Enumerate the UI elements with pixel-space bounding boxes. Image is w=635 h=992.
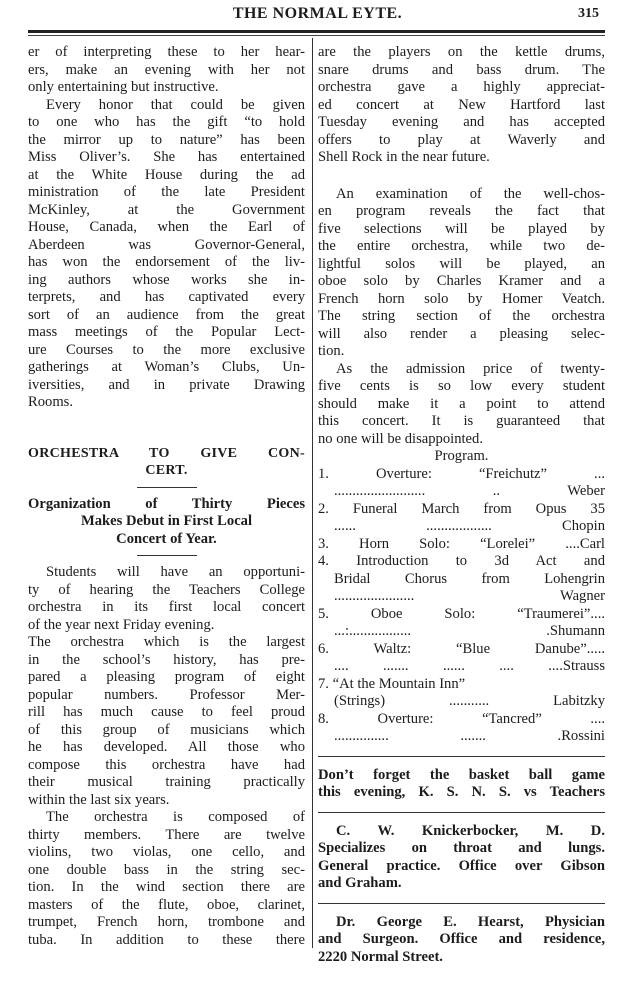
paragraph: [318, 44, 605, 167]
text-line: compose this orchestra have had: [28, 756, 305, 773]
text-line: oboe solo by Charles Kramer and a: [318, 273, 605, 289]
text-line: trumpet, French horn, trombone and: [28, 914, 305, 930]
text-line: to one who has the gift “to hold: [28, 114, 305, 130]
text-line: this concert. It is guaranteed that: [318, 413, 605, 429]
text-line: Makes Debut in First Local: [80, 513, 253, 529]
text-line: ers, make an evening with her not: [28, 61, 305, 78]
program-title: [318, 448, 605, 466]
paragraph: [28, 809, 305, 949]
text-line: has won the endorsement of the liv-: [28, 254, 305, 270]
paragraph: [318, 361, 605, 449]
text-line: tion.: [318, 343, 345, 359]
text-line: are the players on the kettle drums,: [318, 44, 605, 60]
text-line: 7. “At the Mountain Inn”: [318, 675, 466, 692]
text-line: ...:................. .Shumann: [334, 623, 605, 639]
text-line: rill has much cause to feel proud: [28, 704, 305, 720]
text-line: 3. Horn Solo: “Lorelei” ....Carl: [318, 535, 605, 552]
text-line: pared a pleasing program of eight: [28, 669, 305, 685]
text-line: C. W. Knickerbocker, M. D.: [336, 822, 605, 839]
text-line: French horn solo by Homer Veatch.: [318, 290, 605, 307]
text-line: orchestra gave a highly appreciat-: [318, 79, 605, 95]
text-line: this evening, K. S. N. S. vs Teachers: [318, 784, 605, 800]
text-line: McKinley, at the Government: [28, 201, 305, 218]
text-line: gatherings at Woman’s Clubs, Un-: [28, 359, 305, 375]
headline: [28, 445, 305, 480]
text-line: Specializes on throat and lungs.: [318, 840, 605, 856]
text-line: Organization of Thirty Pieces: [28, 495, 305, 512]
text-line: ...... .................. Chopin: [334, 518, 605, 534]
text-line: Bridal Chorus from Lohengrin: [334, 570, 605, 587]
text-line: popular numbers. Professor Mer-: [28, 686, 305, 703]
text-line: one double bass in the string sec-: [28, 861, 305, 878]
text-line: he has developed. All those who: [28, 739, 305, 755]
text-line: five cents is so low every student: [318, 378, 605, 394]
text-line: Every honor that could be given: [46, 96, 305, 113]
right-column: [318, 44, 605, 966]
text-line: thirty members. There are twelve: [28, 826, 305, 843]
text-line: Concert of Year.: [116, 530, 217, 547]
text-line: and Graham.: [318, 875, 402, 891]
header-rule: [28, 30, 605, 33]
text-line: 2220 Normal Street.: [318, 948, 443, 965]
text-line: lightful solos will be played, an: [318, 255, 605, 272]
text-line: mass meetings of the Popular Lect-: [28, 324, 305, 340]
subhead: [28, 496, 305, 549]
text-line: tion. In the wind section there are: [28, 879, 305, 895]
text-line: ed concert at New Hartford last: [318, 96, 605, 113]
text-line: masters of the flute, oboe, clarinet,: [28, 896, 305, 913]
text-line: of this group of musicians which: [28, 721, 305, 738]
paragraph: [28, 564, 305, 634]
section-rule: [318, 812, 605, 813]
ad: [318, 914, 605, 967]
text-line: their musical training practically: [28, 774, 305, 790]
text-line: and Surgeon. Office and residence,: [318, 931, 605, 947]
text-line: Miss Oliver’s. She has entertained: [28, 149, 305, 165]
text-line: The orchestra which is the largest: [28, 634, 305, 650]
paragraph: [28, 634, 305, 809]
text-line: (Strings) ........... Labitzky: [334, 693, 605, 709]
text-line: 4. Introduction to 3d Act and: [318, 553, 605, 569]
text-line: ing authors whose works she in-: [28, 271, 305, 288]
text-line: 8. Overture: “Tancred” ....: [318, 710, 605, 727]
text-line: Aberdeen was Governor-General,: [28, 236, 305, 253]
text-line: the mirror up to nature” has been: [28, 131, 305, 148]
text-line: snare drums and bass drum. The: [318, 61, 605, 78]
section-rule: [318, 756, 605, 757]
text-line: General practice. Office over Gibson: [318, 857, 605, 874]
text-line: 2. Funeral March from Opus 35: [318, 500, 605, 517]
text-line: terprets, and has captivated every: [28, 289, 305, 305]
program: [318, 466, 605, 746]
text-line: the entire orchestra, while two de-: [318, 238, 605, 254]
text-line: As the admission price of twenty-: [336, 360, 605, 377]
text-line: 6. Waltz: “Blue Danube”.....: [318, 640, 605, 657]
text-line: The string section of the orchestra: [318, 308, 605, 324]
text-line: tuba. In addition to these there: [28, 931, 305, 948]
left-column: [28, 44, 305, 949]
text-line: .... ....... ...... .... ....Strauss: [334, 658, 605, 674]
text-line: House, Canada, when the Earl of: [28, 219, 305, 235]
paragraph: [28, 97, 305, 412]
text-line: ORCHESTRA TO GIVE CON-: [28, 445, 305, 461]
paragraph: [28, 44, 305, 97]
text-line: at the White House during the ad: [28, 166, 305, 183]
text-line: er of interpreting these to her hear-: [28, 44, 305, 60]
text-line: 1. Overture: “Freichutz” ...: [318, 465, 605, 482]
text-line: ministration of the late President: [28, 184, 305, 200]
text-line: 5. Oboe Solo: “Traumerei”....: [318, 605, 605, 622]
ad: [318, 823, 605, 893]
notice: [318, 767, 605, 802]
section-rule: [318, 903, 605, 904]
text-line: of the year next Friday evening.: [28, 616, 215, 633]
text-line: in the school’s history, has pre-: [28, 651, 305, 668]
text-line: will also render a pleasing selec-: [318, 325, 605, 342]
text-line: Students will have an opportuni-: [46, 564, 305, 580]
text-line: ...................... Wagner: [334, 588, 605, 604]
text-line: Tuesday evening and has accepted: [318, 114, 605, 130]
text-line: no one will be disappointed.: [318, 430, 483, 447]
text-line: within the last six years.: [28, 791, 170, 808]
text-line: Shell Rock in the near future.: [318, 149, 490, 165]
text-line: ............... ....... .Rossini: [334, 728, 605, 744]
text-line: five selections will be played by: [318, 220, 605, 237]
text-line: An examination of the well-chos-: [336, 185, 605, 202]
text-line: violins, two violas, one cello, and: [28, 844, 305, 860]
text-line: Dr. George E. Hearst, Physician: [336, 913, 605, 930]
text-line: offers to play at Waverly and: [318, 131, 605, 148]
text-line: only entertaining but instructive.: [28, 79, 219, 95]
text-line: en program reveals the fact that: [318, 203, 605, 219]
paragraph: [318, 186, 605, 361]
page-number: 315: [578, 6, 599, 21]
column-divider: [312, 38, 313, 948]
text-line: should make it a point to attend: [318, 395, 605, 412]
page-header-title: THE NORMAL EYTE.: [232, 5, 403, 22]
text-line: orchestra in its first local concert: [28, 599, 305, 615]
text-line: ure Courses to the more exclusive: [28, 341, 305, 358]
header-rule-thin: [28, 35, 605, 36]
text-line: Program.: [434, 448, 489, 464]
text-line: Don’t forget the basket ball game: [318, 766, 605, 783]
section-rule: [137, 555, 197, 556]
text-line: iversities, and in private Drawing: [28, 376, 305, 393]
text-line: The orchestra is composed of: [46, 809, 305, 825]
text-line: Rooms.: [28, 394, 74, 410]
text-line: CERT.: [145, 463, 188, 478]
text-line: ......................... .. Weber: [334, 483, 605, 499]
text-line: sort of an audience from the great: [28, 306, 305, 323]
text-line: ty of hearing the Teachers College: [28, 581, 305, 598]
section-rule: [137, 487, 197, 488]
